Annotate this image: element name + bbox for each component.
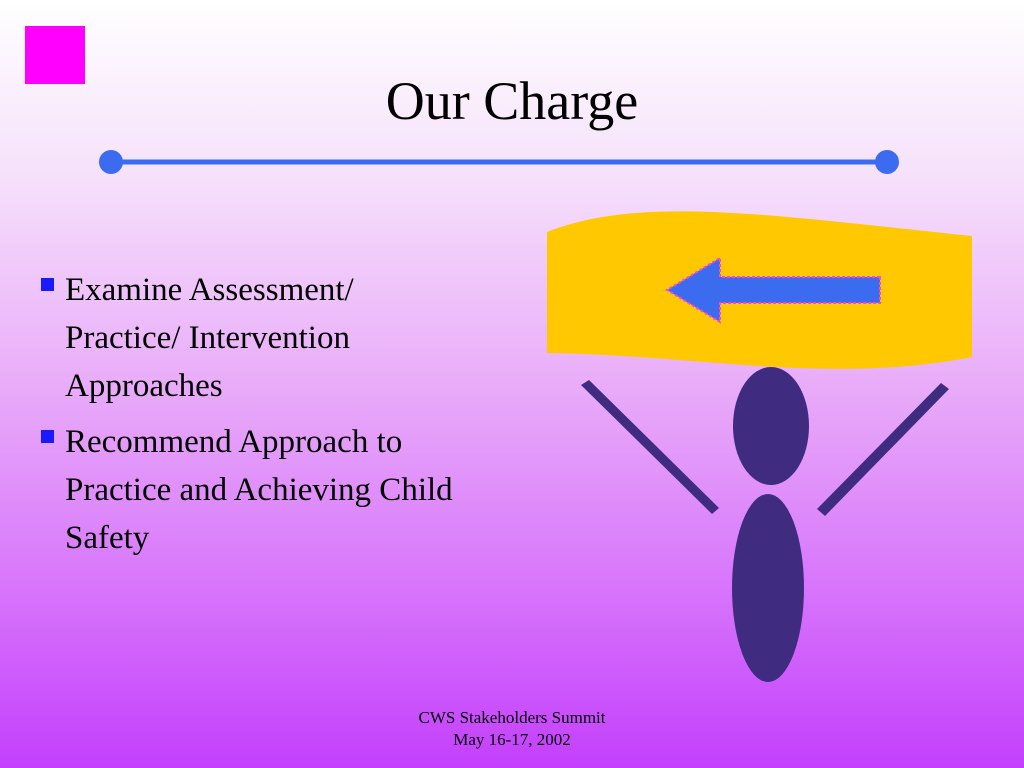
- footer-event-date: May 16-17, 2002: [453, 730, 571, 749]
- footer-event-name: CWS Stakeholders Summit: [418, 708, 606, 727]
- left-arm: [581, 380, 719, 514]
- bullet-text: Examine Assessment/ Practice/ Intervention Approaches: [65, 272, 354, 404]
- bullet-list: [38, 266, 468, 570]
- slide-footer: [312, 707, 712, 751]
- square-bullet-icon: [41, 430, 54, 443]
- figure-head: [733, 367, 809, 485]
- slide-title: Our Charge: [385, 71, 639, 131]
- title-divider: [96, 147, 904, 177]
- figure-body: [732, 494, 804, 682]
- person-holding-banner-illustration: [540, 205, 980, 695]
- bullet-item: [38, 418, 468, 562]
- right-arm: [817, 383, 949, 516]
- bullet-item: [38, 266, 468, 410]
- square-bullet-icon: [41, 278, 54, 291]
- bullet-text: Recommend Approach to Practice and Achieving Child Safety: [65, 424, 453, 556]
